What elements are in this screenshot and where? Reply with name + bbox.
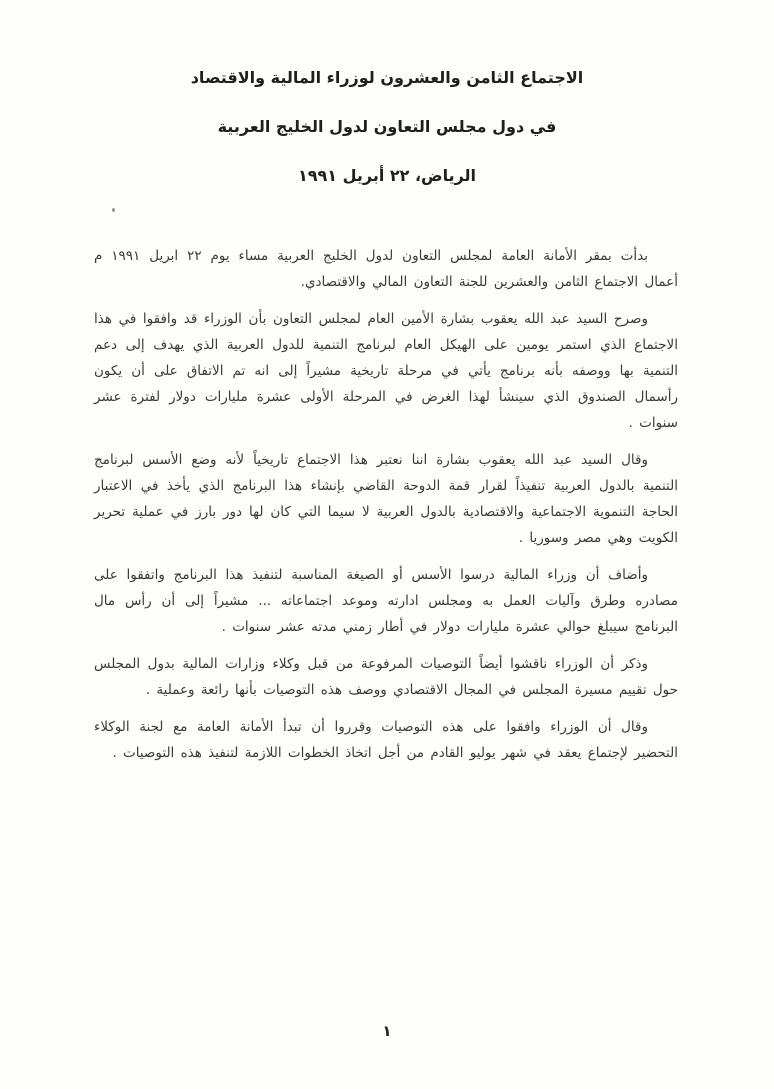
scan-artifact [112,208,115,212]
paragraph: بدأت بمقر الأمانة العامة لمجلس التعاون لدول الخليج العربية مساء يوم ٢٢ ابريل ١٩٩١ م أعمال الاجتماع الثامن والعشرين للجنة التعاون المالي والاقتصادي. [94,248,678,290]
paragraph: وأضاف أن وزراء المالية درسوا الأسس أو الصيغة المناسبة لتنفيذ هذا البرنامج واتفقوا على مصادره وطرق وآليات العمل به ومجلس ادارته وموعد اجتماعاته ... مشيراً إلى أن رأس مال البرنامج سيبلغ حوالي عشرة مليارات دولار في أطار زمني مدته عشر سنوات . [94,567,678,635]
document-title-line-1: الاجتماع الثامن والعشرون لوزراء المالية والاقتصاد [190,68,584,87]
paragraph: وقال أن الوزراء وافقوا على هذه التوصيات وقرروا أن تبدأ الأمانة العامة مع لجنة الوكلاء التحضير لإجتماع يعقد في شهر يوليو القادم من أجل اتخاذ الخطوات اللازمة لتنفيذ هذه التوصيات . [94,719,678,761]
paragraph: وذكر أن الوزراء ناقشوا أيضاً التوصيات المرفوعة من قبل وكلاء وزارات المالية بدول المجلس حول تقييم مسيرة المجلس في المجال الاقتصادي ووصف هذه التوصيات بأنها رائعة وعملية . [94,656,678,698]
document-title-line-3: الرياض، ٢٢ أبريل ١٩٩١ [297,166,477,185]
document-body [94,243,678,777]
document-title-line-2: في دول مجلس التعاون لدول الخليج العربية [217,117,557,136]
document-header [0,68,774,215]
page-number: ١ [382,1022,392,1040]
paragraph: وقال السيد عبد الله يعقوب بشارة اننا نعتبر هذا الاجتماع تاريخياً لأنه وضع الأسس لبرنامج التنمية بالدول العربية تنفيذاً لقرار قمة الدوحة القاضي بإنشاء هذا البرنامج الذي يأخذ في الاعتبار الحاجة التنموية الاجتماعية والاقتصادية بالدول العربية لا سيما التي كان لها دور بارز في عملية تحرير الكويت وهي مصر وسوريا . [94,452,678,546]
paragraph: وصرح السيد عبد الله يعقوب بشارة الأمين العام لمجلس التعاون بأن الوزراء قد وافقوا في هذا الاجتماع الذي استمر يومين على الهيكل العام لبرنامج التنمية للدول العربية الذي يهدف إلى دعم التنمية بها ووصفه بأنه برنامج يأتي في مرحلة تاريخية مشيراً إلى انه تم الاتفاق على أن يكون رأسمال الصندوق الذي سينشأ لهذا الغرض في المرحلة الأولى عشرة مليارات دولار لفترة عشر سنوات . [94,311,678,431]
